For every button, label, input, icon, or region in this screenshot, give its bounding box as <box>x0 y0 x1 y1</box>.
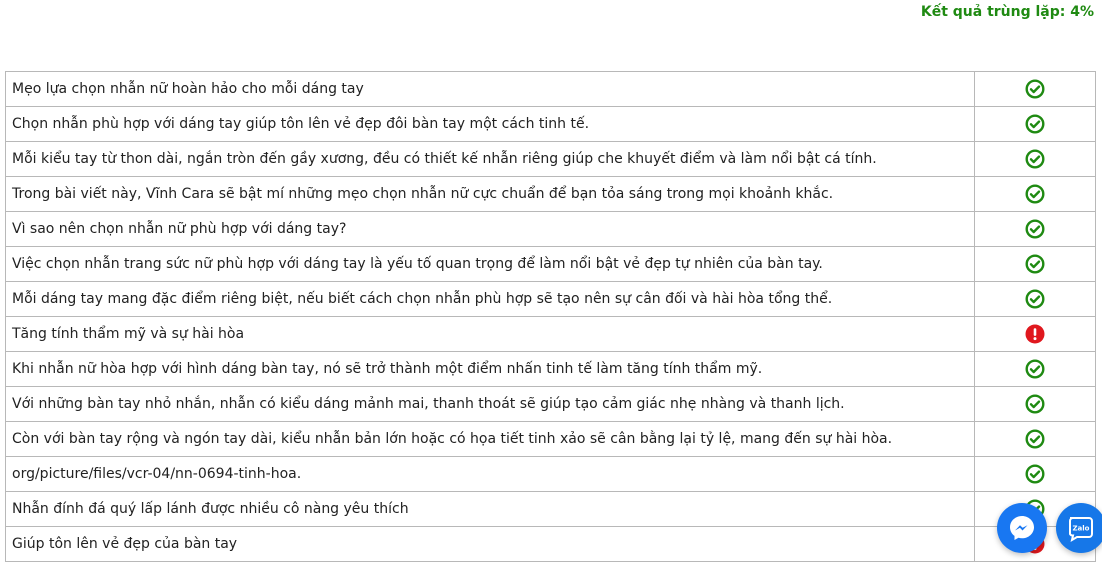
check-circle-icon <box>1025 219 1045 239</box>
status-cell <box>975 282 1096 317</box>
sentence-text: Tăng tính thẩm mỹ và sự hài hòa <box>6 317 975 352</box>
table-row <box>6 422 1096 457</box>
check-circle-icon <box>1025 79 1045 99</box>
status-cell <box>975 107 1096 142</box>
sentence-text: Nhẫn đính đá quý lấp lánh được nhiều cô nàng yêu thích <box>6 492 975 527</box>
table-row <box>6 107 1096 142</box>
zalo-button[interactable] <box>1056 503 1102 553</box>
sentence-text: Khi nhẫn nữ hòa hợp với hình dáng bàn tay, nó sẽ trở thành một điểm nhấn tinh tế làm tăng tính thẩm mỹ. <box>6 352 975 387</box>
sentence-text: Còn với bàn tay rộng và ngón tay dài, kiểu nhẫn bản lớn hoặc có họa tiết tinh xảo sẽ cân bằng lại tỷ lệ, mang đến sự hài hòa. <box>6 422 975 457</box>
zalo-label: Zalo <box>1072 524 1090 533</box>
status-cell <box>975 212 1096 247</box>
sentence-text: org/picture/files/vcr-04/nn-0694-tinh-hoa. <box>6 457 975 492</box>
duplicate-result-text: Kết quả trùng lặp: 4% <box>920 4 1094 20</box>
sentence-text: Với những bàn tay nhỏ nhắn, nhẫn có kiểu dáng mảnh mai, thanh thoát sẽ giúp tạo cảm giác nhẹ nhàng và thanh lịch. <box>6 387 975 422</box>
table-row <box>6 177 1096 212</box>
status-cell <box>975 352 1096 387</box>
sentence-text: Trong bài viết này, Vĩnh Cara sẽ bật mí những mẹo chọn nhẫn nữ cực chuẩn để bạn tỏa sáng trong mọi khoảnh khắc. <box>6 177 975 212</box>
table-row <box>6 352 1096 387</box>
table-row <box>6 317 1096 352</box>
check-circle-icon <box>1025 254 1045 274</box>
check-circle-icon <box>1025 184 1045 204</box>
check-circle-icon <box>1025 429 1045 449</box>
exclamation-circle-icon <box>1025 324 1045 344</box>
table-row <box>6 72 1096 107</box>
status-cell <box>975 72 1096 107</box>
sentence-text: Việc chọn nhẫn trang sức nữ phù hợp với dáng tay là yếu tố quan trọng để làm nổi bật vẻ đẹp tự nhiên của bàn tay. <box>6 247 975 282</box>
status-cell <box>975 247 1096 282</box>
table-row <box>6 492 1096 527</box>
table-row <box>6 142 1096 177</box>
status-cell <box>975 177 1096 212</box>
check-circle-icon <box>1025 394 1045 414</box>
check-circle-icon <box>1025 114 1045 134</box>
table-row <box>6 457 1096 492</box>
table-row <box>6 282 1096 317</box>
sentence-text: Mỗi dáng tay mang đặc điểm riêng biệt, nếu biết cách chọn nhẫn phù hợp sẽ tạo nên sự cân đối và hài hòa tổng thể. <box>6 282 975 317</box>
status-cell <box>975 317 1096 352</box>
status-cell <box>975 457 1096 492</box>
table-row <box>6 247 1096 282</box>
messenger-icon <box>1007 513 1037 543</box>
status-cell <box>975 422 1096 457</box>
table-row <box>6 527 1096 562</box>
results-table <box>5 71 1096 562</box>
sentence-text: Giúp tôn lên vẻ đẹp của bàn tay <box>6 527 975 562</box>
table-row <box>6 387 1096 422</box>
check-circle-icon <box>1025 149 1045 169</box>
table-row <box>6 212 1096 247</box>
sentence-text: Mẹo lựa chọn nhẫn nữ hoàn hảo cho mỗi dáng tay <box>6 72 975 107</box>
zalo-icon <box>1065 512 1097 544</box>
sentence-text: Vì sao nên chọn nhẫn nữ phù hợp với dáng tay? <box>6 212 975 247</box>
check-circle-icon <box>1025 464 1045 484</box>
status-cell <box>975 387 1096 422</box>
results-table-body <box>6 72 1096 562</box>
check-circle-icon <box>1025 289 1045 309</box>
check-circle-icon <box>1025 359 1045 379</box>
messenger-button[interactable] <box>997 503 1047 553</box>
status-cell <box>975 142 1096 177</box>
sentence-text: Chọn nhẫn phù hợp với dáng tay giúp tôn lên vẻ đẹp đôi bàn tay một cách tinh tế. <box>6 107 975 142</box>
sentence-text: Mỗi kiểu tay từ thon dài, ngắn tròn đến gầy xương, đều có thiết kế nhẫn riêng giúp che khuyết điểm và làm nổi bật cá tính. <box>6 142 975 177</box>
